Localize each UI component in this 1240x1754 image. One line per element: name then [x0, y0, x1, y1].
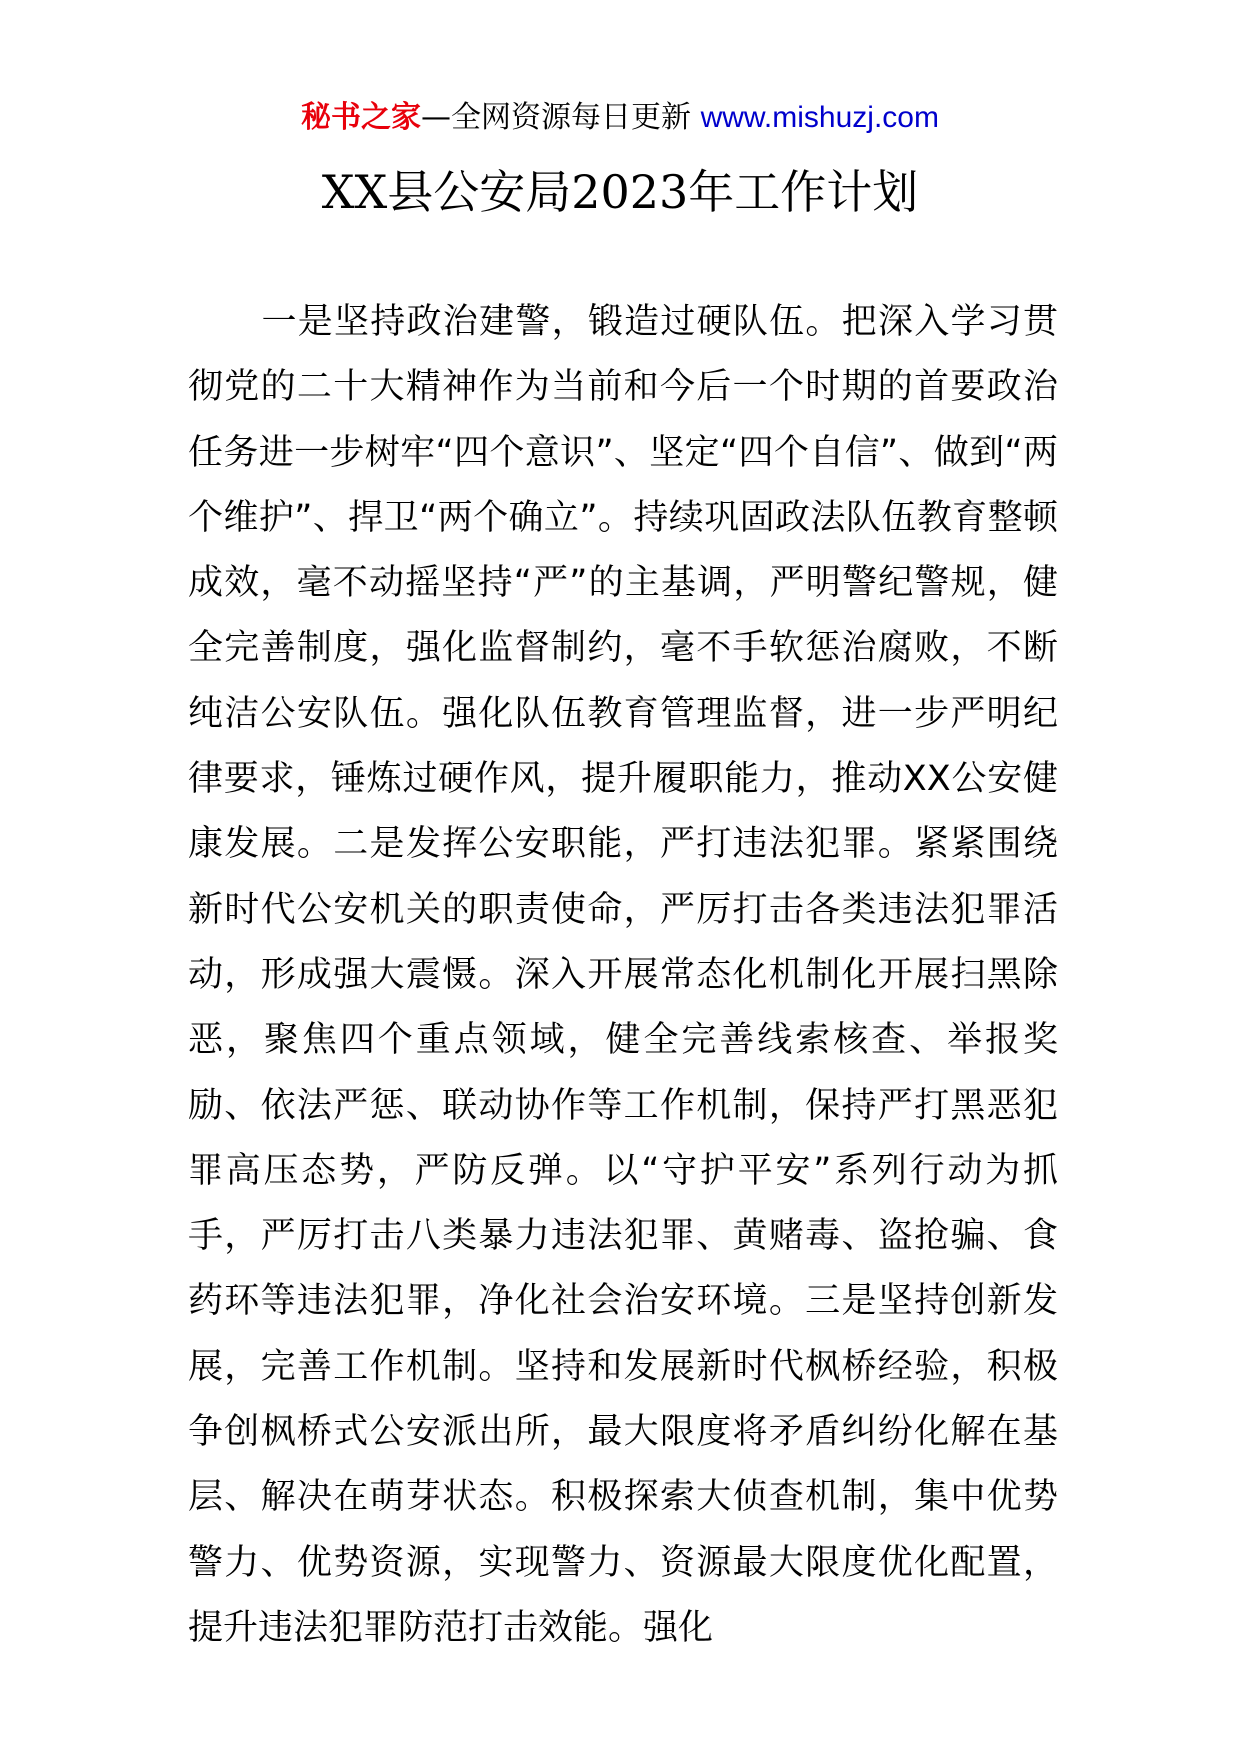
document-title: XX县公安局2023年工作计划 [321, 165, 919, 219]
site-url-link[interactable]: www.mishuzj.com [700, 101, 939, 134]
site-header [0, 98, 1240, 138]
site-brand: 秘书之家 [301, 100, 422, 135]
site-tagline: —全网资源每日更新 [421, 100, 692, 135]
document-body-paragraph: 一是坚持政治建警，锻造过硬队伍。把深入学习贯彻党的二十大精神作为当前和今后一个时期的首要政治任务进一步树牢“四个意识”、坚定“四个自信”、做到“两个维护”、捍卫“两个确立”。持续巩固政法队伍教育整顿成效，毫不动摇坚持“严”的主基调，严明警纪警规，健全完善制度，强化监督制约，毫不手软惩治腐败，不断纯洁公安队伍。强化队伍教育管理监督，进一步严明纪律要求，锤炼过硬作风，提升履职能力，推动XX公安健康发展。二是发挥公安职能，严打违法犯罪。紧紧围绕新时代公安机关的职责使命，严厉打击各类违法犯罪活动，形成强大震慑。深入开展常态化机制化开展扫黑除恶，聚焦四个重点领域，健全完善线索核查、举报奖励、依法严惩、联动协作等工作机制，保持严打黑恶犯罪高压态势，严防反弹。以“守护平安”系列行动为抓手，严厉打击八类暴力违法犯罪、黄赌毒、盗抢骗、食药环等违法犯罪，净化社会治安环境。三是坚持创新发展，完善工作机制。坚持和发展新时代枫桥经验，积极争创枫桥式公安派出所，最大限度将矛盾纠纷化解在基层、解决在萌芽状态。积极探索大侦查机制，集中优势警力、优势资源，实现警力、资源最大限度优化配置，提升违法犯罪防范打击效能。强化 [188, 302, 1058, 1648]
